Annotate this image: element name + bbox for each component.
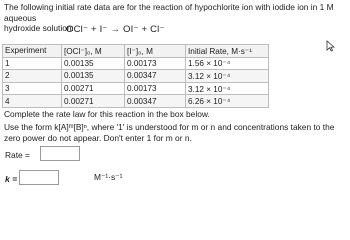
problem-intro bbox=[4, 2, 348, 34]
intro-line-1: The following initial rate data are for the reaction of hypochlorite ion with iodide ion in 1 M aqueous bbox=[4, 2, 334, 23]
cell-experiment: 3 bbox=[3, 82, 62, 95]
cell-rate: 3.12 × 10⁻⁴ bbox=[186, 82, 269, 95]
cell-iodide: 0.00173 bbox=[125, 82, 186, 95]
cell-iodide: 0.00347 bbox=[125, 95, 186, 108]
rate-label: Rate = bbox=[5, 150, 30, 160]
header-iodide-concentration: [I⁻]₀, M bbox=[125, 45, 186, 58]
rate-data-table bbox=[2, 44, 269, 108]
cell-iodide: 0.00173 bbox=[125, 57, 186, 70]
k-label: k = bbox=[5, 174, 18, 184]
cell-experiment: 1 bbox=[3, 57, 62, 70]
cell-experiment: 2 bbox=[3, 70, 62, 83]
rate-law-input[interactable] bbox=[40, 146, 80, 161]
cell-iodide: 0.00347 bbox=[125, 70, 186, 83]
cell-experiment: 4 bbox=[3, 95, 62, 108]
rate-constant-units: M⁻¹·s⁻¹ bbox=[94, 172, 123, 182]
table-row bbox=[3, 82, 269, 95]
header-ocl-concentration: [OCl⁻]₀, M bbox=[62, 45, 125, 58]
form-instruction: Use the form k[A]ᵐ[B]ⁿ, where '1' is understood for m or n and concentrations taken to the zero power do not appear. Don't enter 1 for m or n. bbox=[4, 122, 335, 143]
rate-constant-input[interactable] bbox=[19, 170, 59, 185]
cell-rate: 1.56 × 10⁻⁴ bbox=[186, 57, 269, 70]
cell-ocl: 0.00135 bbox=[62, 70, 125, 83]
cell-rate: 6.26 × 10⁻⁴ bbox=[186, 95, 269, 108]
reaction-equation: OCl⁻ + I⁻ → OI⁻ + Cl⁻ bbox=[66, 24, 165, 35]
complete-instruction: Complete the rate law for this reaction in the box below. bbox=[4, 109, 210, 119]
mouse-cursor-icon bbox=[325, 40, 337, 52]
table-row bbox=[3, 95, 269, 108]
table-row bbox=[3, 57, 269, 70]
cell-ocl: 0.00135 bbox=[62, 57, 125, 70]
intro-line-2: hydroxide solution: bbox=[4, 23, 74, 33]
cell-rate: 3.12 × 10⁻⁴ bbox=[186, 70, 269, 83]
table-row bbox=[3, 70, 269, 83]
cell-ocl: 0.00271 bbox=[62, 82, 125, 95]
table-header-row bbox=[3, 45, 269, 58]
cell-ocl: 0.00271 bbox=[62, 95, 125, 108]
header-initial-rate: Initial Rate, M·s⁻¹ bbox=[186, 45, 269, 58]
header-experiment: Experiment bbox=[3, 45, 62, 58]
